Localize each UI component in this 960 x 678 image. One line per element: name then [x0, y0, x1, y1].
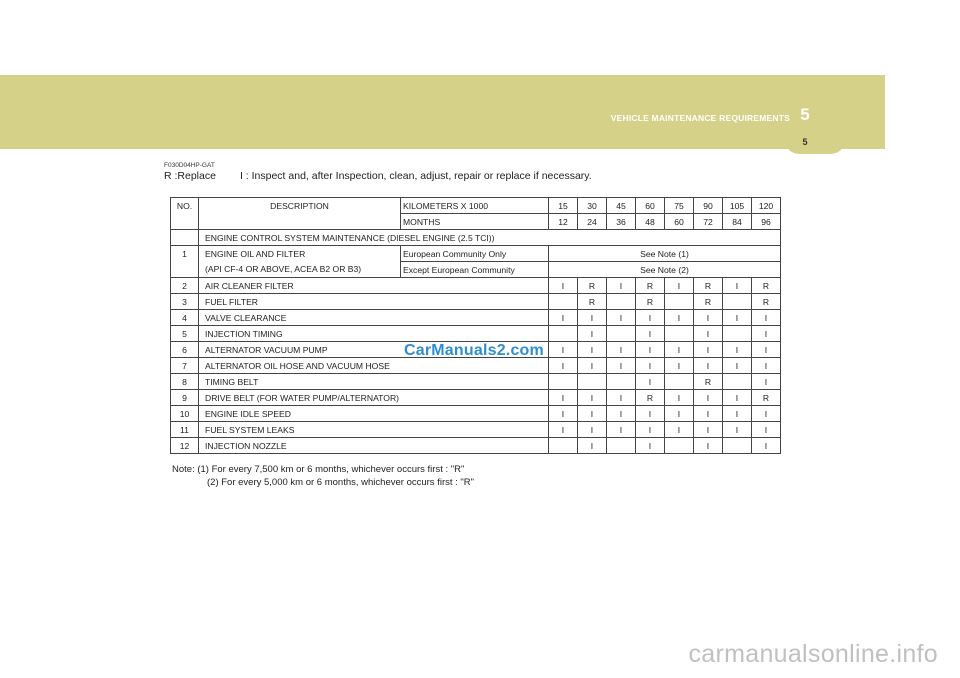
schedule-cell: R	[578, 278, 607, 294]
description-header: DESCRIPTION	[199, 198, 401, 214]
schedule-cell: I	[636, 422, 665, 438]
legend-replace: R :Replace	[164, 170, 216, 182]
schedule-cell: I	[636, 326, 665, 342]
schedule-cell: I	[665, 342, 694, 358]
month-cell: 36	[607, 214, 636, 230]
schedule-cell: I	[694, 406, 723, 422]
row-description: INJECTION NOZZLE	[199, 438, 549, 454]
region-non-eu: Except European Community	[401, 262, 549, 278]
schedule-cell: R	[694, 374, 723, 390]
schedule-cell	[665, 294, 694, 310]
schedule-cell	[665, 438, 694, 454]
schedule-cell	[607, 326, 636, 342]
chapter-tab	[785, 130, 845, 154]
section-title: VEHICLE MAINTENANCE REQUIREMENTS	[610, 113, 790, 123]
schedule-cell: I	[549, 406, 578, 422]
table-row	[171, 422, 781, 438]
oil-row-eu	[171, 246, 781, 262]
row-description: VALVE CLEARANCE	[199, 310, 549, 326]
row-number: 10	[171, 406, 199, 422]
schedule-cell	[607, 374, 636, 390]
month-cell: 84	[723, 214, 752, 230]
table-row	[171, 390, 781, 406]
page-number: 5	[802, 137, 808, 147]
schedule-cell: I	[636, 358, 665, 374]
schedule-cell	[578, 374, 607, 390]
note-2: (2) For every 5,000 km or 6 months, whichever occurs first : "R"	[207, 477, 475, 488]
section-heading-row	[171, 230, 781, 246]
schedule-cell: I	[752, 310, 781, 326]
km-cell: 75	[665, 198, 694, 214]
legend	[164, 170, 592, 182]
row-description: TIMING BELT	[199, 374, 549, 390]
schedule-cell: I	[578, 390, 607, 406]
schedule-cell: I	[694, 310, 723, 326]
note-2-ref: See Note (2)	[549, 262, 781, 278]
schedule-cell: I	[665, 310, 694, 326]
schedule-cell: I	[549, 278, 578, 294]
schedule-cell	[723, 294, 752, 310]
row-number: 7	[171, 358, 199, 374]
schedule-cell	[549, 374, 578, 390]
schedule-cell: R	[752, 294, 781, 310]
schedule-cell: I	[578, 326, 607, 342]
schedule-cell: I	[636, 342, 665, 358]
schedule-cell: I	[665, 422, 694, 438]
schedule-cell: I	[636, 406, 665, 422]
schedule-cell: I	[694, 390, 723, 406]
schedule-cell: I	[578, 342, 607, 358]
km-cell: 90	[694, 198, 723, 214]
maintenance-schedule-table	[170, 197, 781, 454]
schedule-cell: I	[752, 358, 781, 374]
oil-row-non-eu	[171, 262, 781, 278]
schedule-cell	[723, 374, 752, 390]
header-row-km	[171, 198, 781, 214]
region-eu: European Community Only	[401, 246, 549, 262]
row-description: ENGINE IDLE SPEED	[199, 406, 549, 422]
notes	[172, 463, 474, 489]
schedule-cell: I	[723, 342, 752, 358]
km-cell: 60	[636, 198, 665, 214]
schedule-cell: I	[578, 310, 607, 326]
table-row	[171, 294, 781, 310]
month-cell: 12	[549, 214, 578, 230]
schedule-cell: I	[723, 422, 752, 438]
row-number: 8	[171, 374, 199, 390]
schedule-cell: R	[694, 278, 723, 294]
schedule-cell: I	[607, 406, 636, 422]
header-row-months	[171, 214, 781, 230]
schedule-cell: I	[549, 358, 578, 374]
schedule-cell: I	[607, 358, 636, 374]
watermark: CarManuals2.com	[404, 342, 544, 359]
month-cell: 96	[752, 214, 781, 230]
table-row	[171, 374, 781, 390]
schedule-cell: I	[578, 422, 607, 438]
schedule-cell: I	[607, 390, 636, 406]
schedule-cell: I	[549, 422, 578, 438]
schedule-cell	[723, 438, 752, 454]
section-heading: ENGINE CONTROL SYSTEM MAINTENANCE (DIESEL ENGINE (2.5 TCI))	[199, 230, 781, 246]
table-row	[171, 438, 781, 454]
table-row	[171, 310, 781, 326]
row-description: FUEL FILTER	[199, 294, 549, 310]
km-cell: 45	[607, 198, 636, 214]
no-header-lower	[171, 214, 199, 230]
footer-site-watermark: carmanualsonline.info	[688, 640, 938, 668]
schedule-cell: I	[694, 422, 723, 438]
legend-inspect: I : Inspect and, after Inspection, clean, adjust, repair or replace if necessary.	[239, 170, 592, 182]
km-cell: 15	[549, 198, 578, 214]
table-row	[171, 406, 781, 422]
row-number: 5	[171, 326, 199, 342]
schedule-cell: R	[752, 278, 781, 294]
row-description: FUEL SYSTEM LEAKS	[199, 422, 549, 438]
oil-spec: (API CF-4 OR ABOVE, ACEA B2 OR B3)	[199, 262, 401, 278]
description-header-lower	[199, 214, 401, 230]
row-number: 11	[171, 422, 199, 438]
schedule-cell: I	[665, 278, 694, 294]
schedule-cell: R	[636, 294, 665, 310]
schedule-cell: I	[549, 342, 578, 358]
schedule-cell: I	[723, 310, 752, 326]
schedule-cell: I	[578, 358, 607, 374]
schedule-cell	[607, 438, 636, 454]
row-description: ALTERNATOR VACUUM PUMP	[199, 342, 549, 358]
schedule-cell: I	[636, 438, 665, 454]
schedule-cell: I	[752, 406, 781, 422]
schedule-cell: I	[607, 422, 636, 438]
chapter-number: 5	[800, 105, 810, 124]
row-number: 12	[171, 438, 199, 454]
schedule-cell: I	[636, 310, 665, 326]
schedule-cell: I	[607, 342, 636, 358]
row-number: 6	[171, 342, 199, 358]
schedule-cell: I	[752, 374, 781, 390]
note-1: Note: (1) For every 7,500 km or 6 months, whichever occurs first : "R"	[172, 464, 465, 475]
schedule-cell: R	[694, 294, 723, 310]
no-header: NO.	[171, 198, 199, 214]
table-row	[171, 326, 781, 342]
row-description: DRIVE BELT (FOR WATER PUMP/ALTERNATOR)	[199, 390, 549, 406]
months-label: MONTHS	[401, 214, 549, 230]
schedule-cell: I	[665, 390, 694, 406]
schedule-cell: I	[549, 390, 578, 406]
schedule-cell: I	[694, 358, 723, 374]
section-heading-no	[171, 230, 199, 246]
month-cell: 24	[578, 214, 607, 230]
schedule-cell: I	[723, 358, 752, 374]
km-cell: 105	[723, 198, 752, 214]
schedule-cell	[665, 326, 694, 342]
row-description: ALTERNATOR OIL HOSE AND VACUUM HOSE	[199, 358, 549, 374]
schedule-cell: I	[665, 358, 694, 374]
km-cell: 30	[578, 198, 607, 214]
row-description: INJECTION TIMING	[199, 326, 549, 342]
schedule-cell: R	[636, 278, 665, 294]
schedule-cell: I	[578, 438, 607, 454]
row-number: 1	[171, 246, 199, 262]
row-number: 4	[171, 310, 199, 326]
row-description: AIR CLEANER FILTER	[199, 278, 549, 294]
schedule-cell: I	[752, 422, 781, 438]
schedule-cell: I	[723, 390, 752, 406]
schedule-cell: I	[694, 342, 723, 358]
note-1-ref: See Note (1)	[549, 246, 781, 262]
schedule-cell	[607, 294, 636, 310]
km-cell: 120	[752, 198, 781, 214]
schedule-cell: I	[694, 326, 723, 342]
schedule-cell: I	[723, 278, 752, 294]
row-number: 2	[171, 278, 199, 294]
schedule-cell: I	[752, 438, 781, 454]
schedule-cell: I	[607, 278, 636, 294]
schedule-cell	[549, 294, 578, 310]
oil-description: ENGINE OIL AND FILTER	[199, 246, 401, 262]
schedule-cell: I	[549, 310, 578, 326]
schedule-cell: I	[694, 438, 723, 454]
month-cell: 60	[665, 214, 694, 230]
schedule-cell: I	[752, 326, 781, 342]
schedule-cell: I	[607, 310, 636, 326]
month-cell: 48	[636, 214, 665, 230]
schedule-cell: I	[578, 406, 607, 422]
schedule-cell	[549, 326, 578, 342]
schedule-cell: I	[636, 374, 665, 390]
month-cell: 72	[694, 214, 723, 230]
document-code: F030D04HP-GAT	[164, 162, 215, 169]
schedule-cell	[723, 326, 752, 342]
schedule-cell	[549, 438, 578, 454]
table-row	[171, 278, 781, 294]
schedule-cell: R	[578, 294, 607, 310]
schedule-cell: I	[665, 406, 694, 422]
row-number: 3	[171, 294, 199, 310]
schedule-cell: I	[723, 406, 752, 422]
header-band	[0, 75, 885, 149]
km-label: KILOMETERS X 1000	[401, 198, 549, 214]
schedule-cell: I	[752, 342, 781, 358]
schedule-cell: R	[752, 390, 781, 406]
row-number: 9	[171, 390, 199, 406]
schedule-cell	[665, 374, 694, 390]
row-number-lower	[171, 262, 199, 278]
schedule-cell: R	[636, 390, 665, 406]
